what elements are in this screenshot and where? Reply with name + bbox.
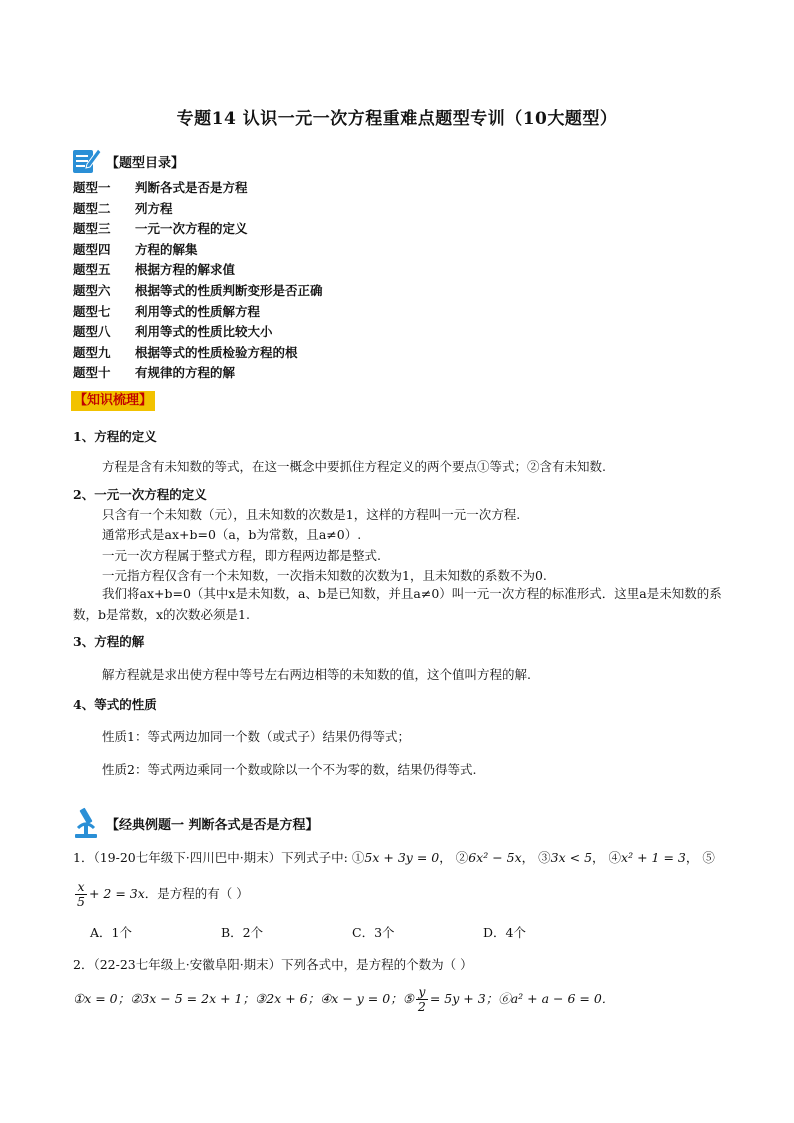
option-d[interactable]: D．4个 <box>483 925 526 940</box>
toc-item[interactable]: 题型十 有规律的方程的解 <box>73 365 236 381</box>
question-2-expressions: ①x = 0；②3x − 5 = 2x + 1；③2x + 6；④x − y = 0；⑤ $\frac{y}{2}$ = 5y + 3；⑥a² + a − 6 = 0． <box>73 984 615 1014</box>
paragraph: 性质2：等式两边乘同一个数或除以一个不为零的数，结果仍得等式. <box>102 762 477 777</box>
toc-item[interactable]: 题型二 列方程 <box>73 200 173 216</box>
section-heading: 1、方程的定义 <box>73 429 157 444</box>
option-b[interactable]: B．2个 <box>221 925 264 940</box>
example-label: 【经典例题一 判断各式是否是方程】 <box>106 817 319 833</box>
option-c[interactable]: C．3个 <box>352 925 395 940</box>
example-header <box>70 806 319 840</box>
toc-item[interactable]: 题型六 根据等式的性质判断变形是否正确 <box>73 282 323 298</box>
fraction: $\frac{y}{2}$ <box>417 984 426 1014</box>
paragraph: 一元一次方程属于整式方程，即方程两边都是整式. <box>102 548 381 563</box>
toc-label: 【题型目录】 <box>106 155 185 171</box>
question-2-stem: 2．（22-23七年级上·安徽阜阳·期末）下列各式中，是方程的个数为（ ） <box>73 957 473 972</box>
paragraph: 一元指方程仅含有一个未知数，一次指未知数的次数为1，且未知数的系数不为0. <box>102 568 547 583</box>
section-heading: 2、一元一次方程的定义 <box>73 487 207 502</box>
paragraph: 通常形式是ax+b=0（a，b为常数，且a≠0）. <box>102 527 362 542</box>
notepad-pencil-icon <box>70 144 102 176</box>
fraction: $\frac{x}{5}$ <box>77 879 85 909</box>
toc-header <box>70 143 184 177</box>
toc-list <box>73 178 323 384</box>
question-1-line-2: $\frac{x}{5}$ + 2 = 3x．是方程的有（ ） <box>77 879 249 909</box>
paragraph: 只含有一个未知数（元），且未知数的次数是1，这样的方程叫一元一次方程. <box>102 507 521 522</box>
question-1-options <box>90 923 614 941</box>
toc-item[interactable]: 题型四 方程的解集 <box>73 241 198 257</box>
knowledge-badge: 【知识梳理】 <box>71 391 155 411</box>
page-title: 专题14 认识一元一次方程重难点题型专训（10大题型） <box>176 109 618 129</box>
toc-item[interactable]: 题型一 判断各式是否是方程 <box>73 180 248 195</box>
toc-item[interactable]: 题型三 一元一次方程的定义 <box>73 221 248 237</box>
paragraph: 解方程就是求出使方程中等号左右两边相等的未知数的值，这个值叫方程的解. <box>102 667 531 682</box>
option-a[interactable]: A．1个 <box>90 925 132 940</box>
toc-item[interactable]: 题型七 利用等式的性质解方程 <box>73 303 261 319</box>
paragraph: 性质1：等式两边加同一个数（或式子）结果仍得等式； <box>102 729 410 744</box>
section-heading: 3、方程的解 <box>73 634 145 649</box>
question-1-line-1: 1．（19-20七年级下·四川巴中·期末）下列式子中: ①5x + 3y = 0， ②6x² − 5x， ③3x < 5， ④x² + 1 = 3， ⑤ <box>73 850 715 865</box>
microscope-icon <box>70 806 102 840</box>
paragraph: 方程是含有未知数的等式，在这一概念中要抓住方程定义的两个要点①等式；②含有未知数. <box>102 459 606 474</box>
toc-item[interactable]: 题型五 根据方程的解求值 <box>73 262 236 278</box>
toc-item[interactable]: 题型八 利用等式的性质比较大小 <box>73 324 273 340</box>
section-heading: 4、等式的性质 <box>73 697 157 712</box>
toc-item[interactable]: 题型九 根据等式的性质检验方程的根 <box>73 344 298 360</box>
paragraph: 我们将ax+b=0（其中x是未知数，a、b是已知数，并且a≠0）叫一元一次方程的标准形式．这里a是未知数的系数，b是常数，x的次数必须是1. <box>73 586 722 622</box>
